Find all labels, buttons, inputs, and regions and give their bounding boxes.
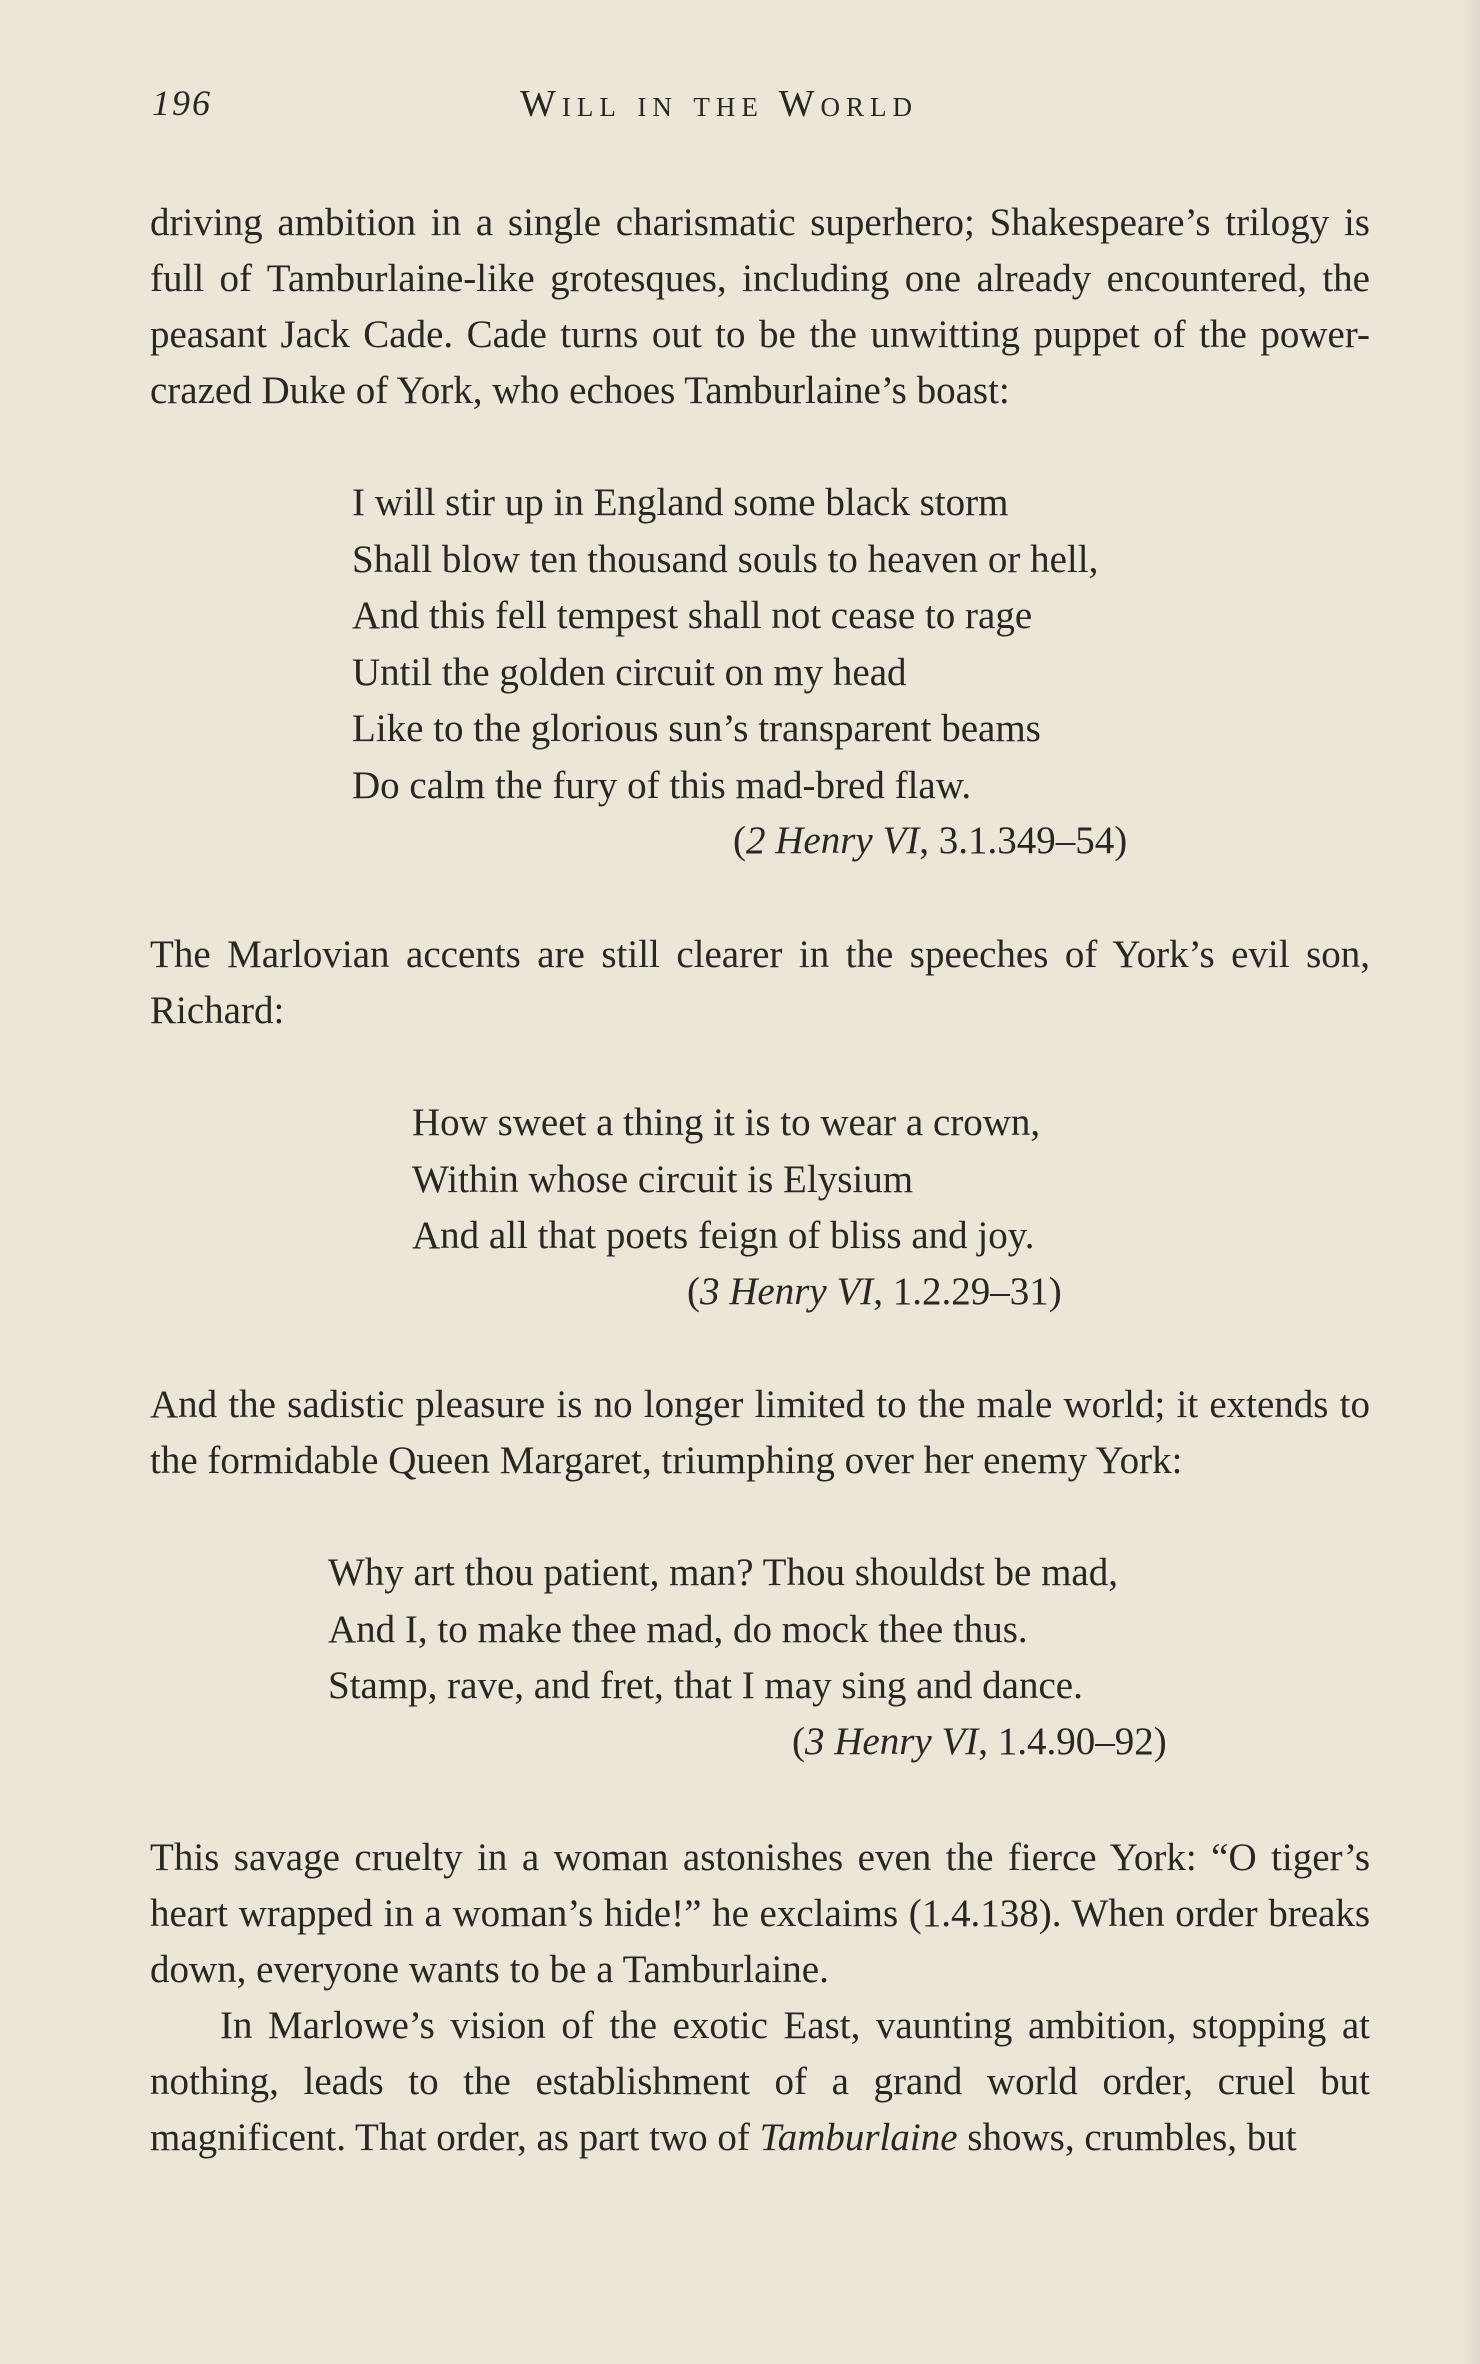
paragraph-3-text: And the sadistic pleasure is no longer limited to the male world; it extends to the formidable Queen Margaret, triumphing over her enemy York: <box>150 1383 1370 1482</box>
quote-2-line-1: How sweet a thing it is to wear a crown, <box>412 1101 1041 1144</box>
citation-reference: , 1.4.90–92) <box>978 1720 1167 1763</box>
citation-reference: , 1.2.29–31) <box>873 1270 1062 1313</box>
paragraph-5-text <box>150 1998 1370 2166</box>
quote-2-citation <box>687 1264 1062 1320</box>
quote-1-citation <box>733 813 1127 869</box>
paragraph-5 <box>150 1998 1370 2166</box>
paragraph-3 <box>150 1377 1370 1489</box>
quote-1-line-3: And this fell tempest shall not cease to rage <box>352 594 1033 637</box>
block-quote-3 <box>328 1545 1118 1715</box>
block-quote-1 <box>352 475 1098 814</box>
quote-1-line-1: I will stir up in England some black storm <box>352 481 1009 524</box>
citation-open: ( <box>792 1720 805 1763</box>
quote-1-line-5: Like to the glorious sun’s transparent beams <box>352 707 1041 750</box>
citation-open: ( <box>733 819 746 862</box>
block-quote-2 <box>412 1095 1040 1265</box>
quote-2-line-2: Within whose circuit is Elysium <box>412 1157 914 1201</box>
paragraph-1 <box>150 195 1370 419</box>
paragraph-4 <box>150 1830 1370 1998</box>
quote-1-line-6: Do calm the fury of this mad-bred flaw. <box>352 763 972 807</box>
running-head: Will in the World <box>520 83 918 125</box>
quote-3-line-3: Stamp, rave, and fret, that I may sing and dance. <box>328 1664 1083 1707</box>
quote-3-line-1: Why art thou patient, man? Thou shouldst be mad, <box>328 1551 1118 1594</box>
quote-3-line-2: And I, to make thee mad, do mock thee thus. <box>328 1607 1028 1651</box>
paragraph-2 <box>150 927 1370 1039</box>
page-edge-shadow <box>1462 0 1480 2364</box>
quote-2-line-3: And all that poets feign of bliss and joy. <box>412 1214 1035 1257</box>
paragraph-2-text: The Marlovian accents are still clearer in the speeches of York’s evil son, Richard: <box>150 933 1370 1032</box>
quote-3-citation <box>792 1714 1167 1770</box>
citation-play-title: 3 Henry VI <box>700 1270 874 1313</box>
citation-reference: , 3.1.349–54) <box>919 819 1128 862</box>
paragraph-4-text: This savage cruelty in a woman astonishes even the fierce York: “O tiger’s heart wrapped in a woman’s hide!” he exclaims (1.4.138). When order breaks down, everyone wants to be a Tamburlaine. <box>150 1836 1370 1991</box>
paragraph-5-part-1: In Marlowe’s vision of the exotic East, vaunting ambition, stopping at nothing, leads to the establishment of a grand world order, cruel but magnificent. That order, as part two of <box>150 2004 1370 2159</box>
quote-1-line-2: Shall blow ten thousand souls to heaven or hell, <box>352 537 1099 581</box>
page-header <box>150 82 1370 142</box>
paragraph-1-text: driving ambition in a single charismatic superhero; Shakespeare’s trilogy is full of Tamburlaine-like grotesques, including one already encountered, the peasant Jack Cade. Cade turns out to be the unwitting puppet of the power-crazed Duke of York, who echoes Tamburlaine’s boast: <box>150 201 1370 412</box>
citation-play-title: 3 Henry VI <box>805 1720 979 1763</box>
citation-open: ( <box>687 1270 700 1313</box>
quote-1-line-4: Until the golden circuit on my head <box>352 650 907 694</box>
paragraph-5-part-2: shows, crumbles, but <box>957 2116 1297 2159</box>
paragraph-5-title: Tamburlaine <box>759 2116 958 2159</box>
citation-play-title: 2 Henry VI <box>746 819 920 862</box>
page-number: 196 <box>152 83 212 123</box>
